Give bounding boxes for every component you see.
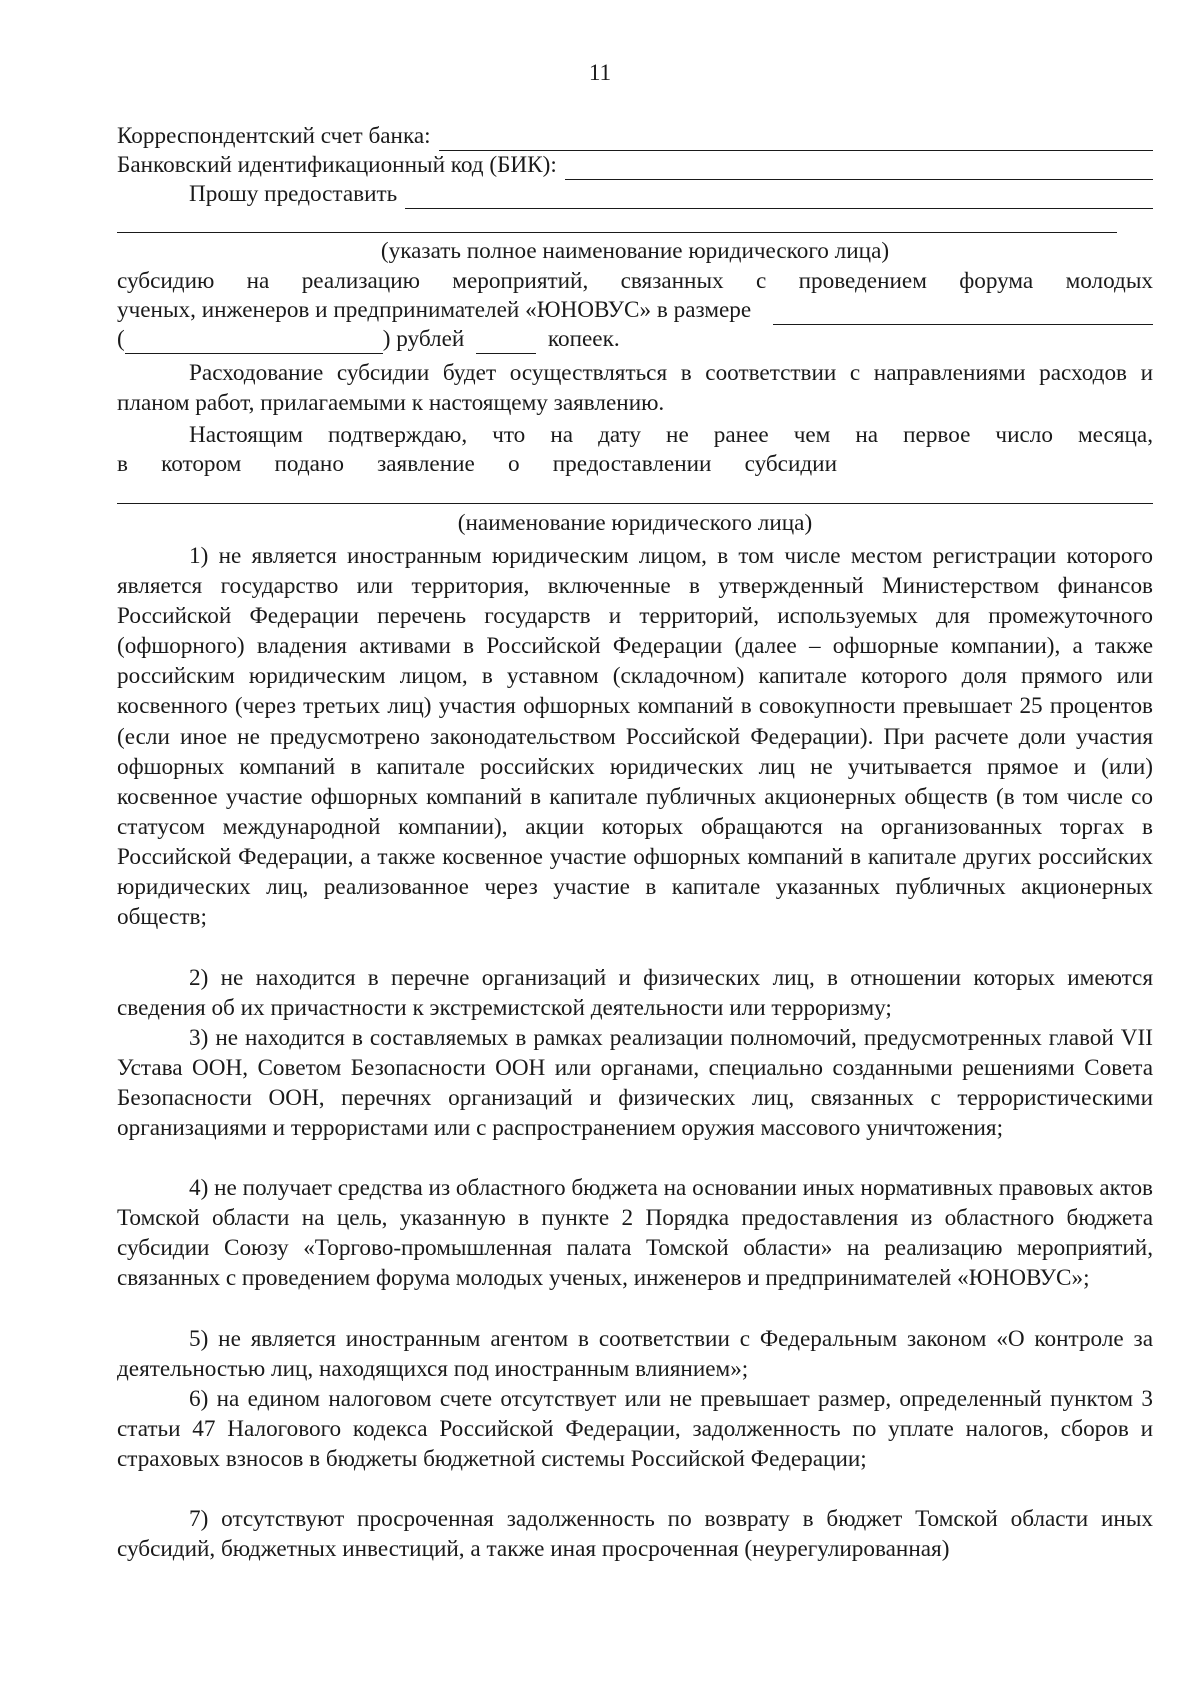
legal-name-caption: (указать полное наименование юридического лица) [380, 238, 890, 264]
request-field[interactable] [405, 186, 1153, 209]
legal-entity-name-field[interactable] [117, 503, 1153, 504]
bik-row [117, 150, 1153, 180]
condition-item-1: 1) не является иностранным юридическим лицом, в том числе местом регистрации которого является государство или территория, включенные в утвержденный Министерством финансов Российской Федерации перечень государств и территорий, используемых для промежуточного (офшорного) владения активами в Российской Федерации (далее – офшорные компании), а также российским юридическим лицом, в уставном (складочном) капитале которого доля прямого или косвенного (через третьих лиц) участия офшорных компаний в совокупности превышает 25 процентов (если иное не предусмотрено законодательством Российской Федерации). При расчете доли участия офшорных компаний в капитале российских юридических лиц не учитывается прямое и (или) косвенное участие офшорных компаний в капитале публичных акционерных обществ (в том числе со статусом международной компании), акции которых обращаются на организованных торгах в Российской Федерации, а также косвенное участие офшорных компаний в капитале других российских юридических лиц, реализованное через участие в капитале указанных публичных акционерных обществ; [117, 543, 1153, 931]
corr-account-field[interactable] [439, 128, 1153, 151]
subsidy-line-2-row [117, 295, 1153, 325]
page-number: 11 [588, 60, 612, 86]
corr-account-label: Корреспондентский счет банка: [117, 123, 431, 149]
amount-kopecks-label: копеек. [547, 326, 620, 352]
amount-row [117, 324, 1153, 354]
condition-item-7: 7) отсутствуют просроченная задолженность по возврату в бюджет Томской области иных субсидий, бюджетных инвестиций, а также иная просроченная (неурегулированная) [117, 1506, 1153, 1563]
condition-item-2: 2) не находится в перечне организаций и физических лиц, в отношении которых имеются сведения об их причастности к экстремистской деятельности или терроризму; [117, 965, 1153, 1022]
amount-rubles-label: ) рублей [382, 326, 465, 352]
subsidy-amount-field[interactable] [773, 302, 1153, 325]
legal-name-field[interactable] [117, 232, 1117, 233]
subsidy-line-2: ученых, инженеров и предпринимателей «ЮНОВУС» в размере [117, 297, 752, 323]
condition-item-3: 3) не находится в составляемых в рамках реализации полномочий, предусмотренных главой VII Устава ООН, Советом Безопасности ООН или органами, специально созданными решениями Совета Безопасности ООН, перечнях организаций и физических лиц, связанных с террористическими организациями и террористами или с распространением оружия массового уничтожения; [117, 1025, 1153, 1142]
condition-item-6: 6) на едином налоговом счете отсутствует или не превышает размер, определенный пунктом 3 статьи 47 Налогового кодекса Российской Федерации, задолженность по уплате налогов, сборов и страховых взносов в бюджеты бюджетной системы Российской Федерации; [117, 1386, 1153, 1473]
bik-label: Банковский идентификационный код (БИК): [117, 152, 557, 178]
corr-account-row [117, 121, 1153, 151]
bik-field[interactable] [565, 157, 1153, 180]
name-caption: (наименование юридического лица) [457, 510, 813, 536]
condition-item-4: 4) не получает средства из областного бюджета на основании иных нормативных правовых актов Томской области на цель, указанную в пункте 2 Порядка предоставления из областного бюджета субсидии Союзу «Торгово-промышленная палата Томской области» на реализацию мероприятий, связанных с проведением форума молодых ученых, инженеров и предпринимателей «ЮНОВУС»; [117, 1175, 1153, 1292]
amount-open-paren: ( [117, 326, 125, 352]
request-row [189, 179, 1153, 209]
condition-item-5: 5) не является иностранным агентом в соответствии с Федеральным законом «О контроле за деятельностью лиц, находящихся под иностранным влиянием»; [117, 1326, 1153, 1383]
amount-kopecks-field[interactable] [476, 331, 536, 354]
subsidy-line-1: субсидию на реализацию мероприятий, связанных с проведением форума молодых [117, 268, 1153, 294]
amount-words-field[interactable] [125, 331, 383, 354]
request-label: Прошу предоставить [189, 181, 398, 207]
spending-paragraph: Расходование субсидии будет осуществляться в соответствии с направлениями расходов и планом работ, прилагаемыми к настоящему заявлению. [117, 360, 1153, 417]
confirm-line-1: Настоящим подтверждаю, что на дату не ранее чем на первое число месяца, [189, 422, 1153, 448]
confirm-line-2: в котором подано заявление о предоставлении субсидии [117, 451, 837, 477]
